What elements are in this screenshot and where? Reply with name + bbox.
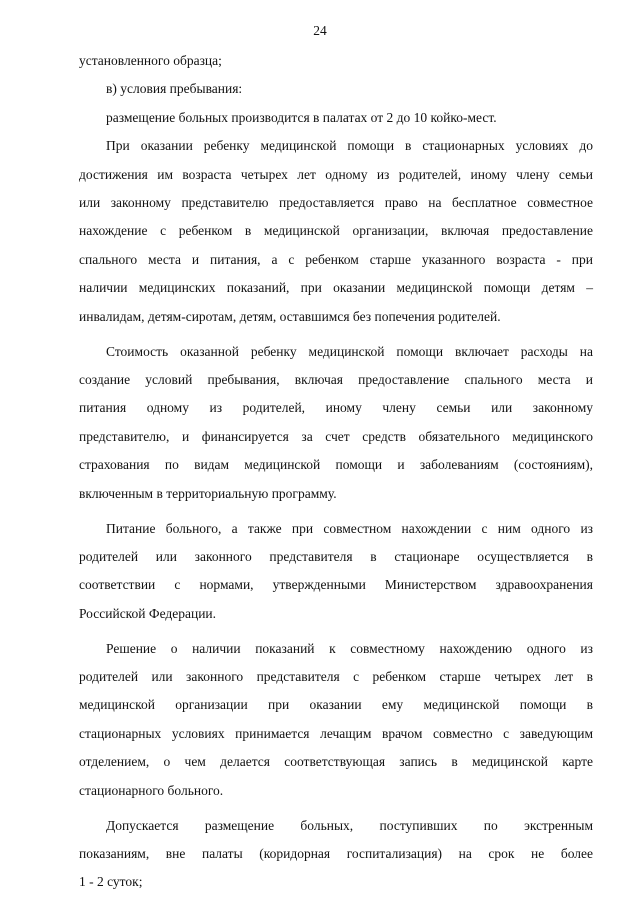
text-line: наличии медицинских показаний, при оказании медицинской помощи детям – bbox=[79, 280, 593, 296]
text-line: родителей или законного представителя с ребенком старше четырех лет в bbox=[79, 669, 593, 685]
page-number: 24 bbox=[313, 23, 327, 38]
text-line: создание условий пребывания, включая предоставление спального места и bbox=[79, 371, 593, 387]
text-line: нахождение с ребенком в медицинской организации, включая предоставление bbox=[79, 223, 593, 239]
text-line: Допускается размещение больных, поступивших по экстренным bbox=[106, 817, 593, 833]
text-line: питания одному из родителей, иному члену семьи или законному bbox=[79, 400, 593, 416]
text-line: отделением, о чем делается соответствующая запись в медицинской карте bbox=[79, 754, 593, 770]
paragraph-cost-coverage bbox=[79, 338, 593, 508]
paragraph-nutrition bbox=[79, 515, 593, 629]
text-line: размещение больных производится в палатах от 2 до 10 койко-мест. bbox=[106, 109, 497, 125]
text-line: в) условия пребывания: bbox=[106, 81, 243, 97]
paragraph-continuation bbox=[79, 47, 593, 75]
text-line: или законному представителю предоставляется право на бесплатное совместное bbox=[79, 195, 593, 211]
document-body bbox=[79, 47, 593, 897]
text-line: Питание больного, а также при совместном нахождении с ним одного из bbox=[106, 520, 593, 536]
text-line: 1 - 2 суток; bbox=[79, 874, 143, 890]
text-line: представителю, и финансируется за счет средств обязательного медицинского bbox=[79, 428, 593, 444]
paragraph-joint-stay-decision bbox=[79, 635, 593, 805]
text-line: Стоимость оказанной ребенку медицинской помощи включает расходы на bbox=[106, 343, 593, 359]
text-line: инвалидам, детям-сиротам, детям, оставшимся без попечения родителей. bbox=[79, 308, 501, 324]
text-line: стационарных условиях принимается лечащим врачом совместно с заведующим bbox=[79, 725, 593, 741]
text-line: показаниям, вне палаты (коридорная госпитализация) на срок не более bbox=[79, 845, 593, 861]
text-line: включенным в территориальную программу. bbox=[79, 485, 337, 501]
text-line: установленного образца; bbox=[79, 53, 222, 68]
text-line: страхования по видам медицинской помощи и заболеваниям (состояниям), bbox=[79, 457, 593, 473]
text-line: родителей или законного представителя в стационаре осуществляется в bbox=[79, 548, 593, 564]
text-line: стационарного больного. bbox=[79, 782, 224, 798]
paragraph-ward-capacity bbox=[79, 104, 593, 132]
text-line: Решение о наличии показаний к совместному нахождению одного из bbox=[106, 640, 593, 656]
paragraph-joint-stay-right bbox=[79, 132, 593, 331]
paragraph-stay-conditions-heading bbox=[79, 75, 593, 103]
text-line: спального места и питания, а с ребенком старше указанного возраста - при bbox=[79, 251, 593, 267]
paragraph-corridor-hospitalization bbox=[79, 812, 593, 897]
text-line: Российской Федерации. bbox=[79, 605, 217, 621]
text-line: При оказании ребенку медицинской помощи в стационарных условиях до bbox=[106, 138, 593, 154]
text-line: медицинской организации при оказании ему медицинской помощи в bbox=[79, 697, 593, 713]
text-line: достижения им возраста четырех лет одному из родителей, иному члену семьи bbox=[79, 166, 593, 182]
text-line: соответствии с нормами, утвержденными Министерством здравоохранения bbox=[79, 577, 593, 593]
